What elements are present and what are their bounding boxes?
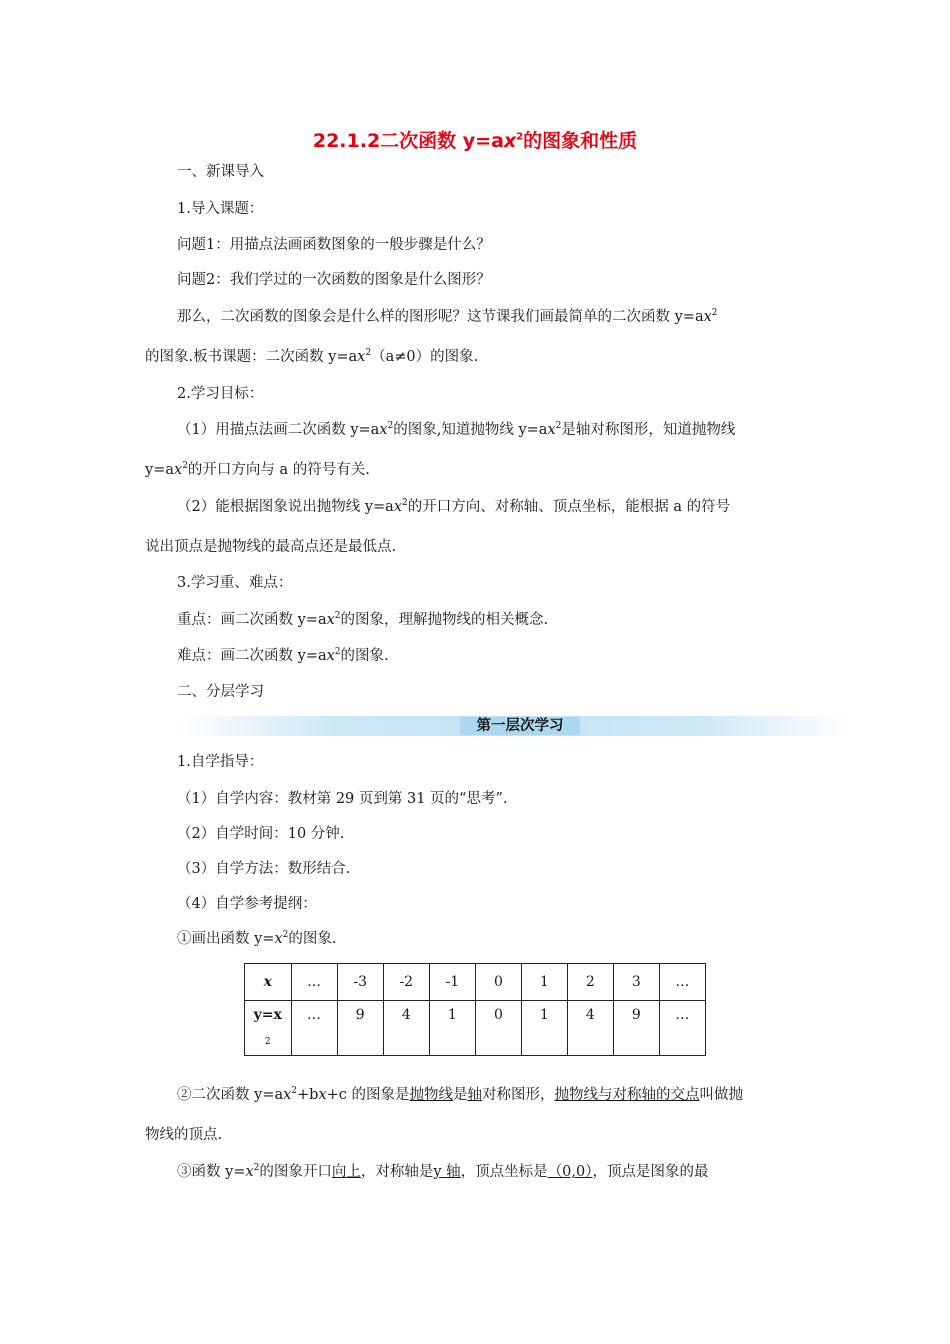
table-cell: 4 (383, 1001, 429, 1056)
table-header-cell: x (245, 964, 292, 1001)
table-cell: 4 (567, 1001, 613, 1056)
instruction-4: （4）自学参考提纲： (177, 896, 317, 912)
table-cell: 1 (521, 964, 567, 1001)
table-row (245, 1001, 706, 1056)
table-cell: 3 (613, 964, 659, 1001)
table-cell: 0 (475, 964, 521, 1001)
value-table (244, 963, 706, 1056)
question-2: 问题2：我们学过的一次函数的图象是什么图形？ (177, 272, 491, 288)
table-cell: … (291, 1001, 337, 1056)
outline-item-2: ②二次函数 $y=ax^2+bx+c$ 的图象是抛物线是轴对称图形，抛物线与对称轴的交点叫做抛 (177, 1086, 744, 1103)
table-cell: -3 (337, 964, 383, 1001)
question-1: 问题1：用描点法画函数图象的一般步骤是什么？ (177, 237, 491, 253)
table-cell: … (659, 1001, 705, 1056)
page-title: 22.1.2二次函数 $y=ax^2$的图象和性质 (312, 130, 638, 152)
instruction-2: （2）自学时间：10 分钟. (177, 826, 345, 842)
section-heading: 二、分层学习 (177, 684, 264, 700)
subsection-heading: 1.导入课题： (177, 201, 264, 217)
outline-item-1: ①画出函数 $y=x^2$的图象. (177, 930, 337, 947)
goal-2-cont: 说出顶点是抛物线的最高点还是最低点. (145, 539, 397, 555)
instruction-3: （3）自学方法：数形结合. (177, 861, 351, 877)
intro-paragraph: 那么，二次函数的图象会是什么样的图形呢？这节课我们画最简单的二次函数 $y=ax^2$ (177, 308, 718, 325)
goal-2: （2）能根据图象说出抛物线 $y=ax^2$的开口方向、对称轴、顶点坐标，能根据 a 的符号 (177, 498, 731, 515)
instruction-1: （1）自学内容：教材第 29 页到第 31 页的“思考”. (177, 791, 508, 807)
table-row (245, 964, 706, 1001)
key-point: 重点：画二次函数 $y=ax^2$的图象，理解抛物线的相关概念. (177, 611, 549, 628)
goal-1: （1）用描点法画二次函数 $y=ax^2$的图象,知道抛物线 $y=ax^2$是轴对称图形，知道抛物线 (177, 421, 736, 438)
subsection-heading: 2.学习目标： (177, 386, 264, 402)
outline-item-3: ③函数 $y=x^2$的图象开口向上，对称轴是y 轴，顶点坐标是（0,0），顶点是图象的最 (177, 1163, 709, 1180)
table-cell: 1 (521, 1001, 567, 1056)
goal-1-cont: $y=ax^2$的开口方向与 a 的符号有关. (145, 461, 370, 478)
outline-item-2-cont: 物线的顶点. (145, 1127, 223, 1143)
table-cell: -1 (429, 964, 475, 1001)
table-cell: -2 (383, 964, 429, 1001)
table-cell: 9 (613, 1001, 659, 1056)
section-heading: 一、新课导入 (177, 164, 264, 180)
table-cell: … (291, 964, 337, 1001)
table-cell: 0 (475, 1001, 521, 1056)
intro-paragraph-cont: 的图象.板书课题：二次函数 $y=ax^2(a\ne 0)$的图象. (145, 348, 479, 365)
difficult-point: 难点：画二次函数 $y=ax^2$的图象. (177, 647, 389, 664)
level-banner-label: 第一层次学习 (460, 717, 580, 735)
subsection-heading: 3.学习重、难点： (177, 575, 293, 591)
table-cell: … (659, 964, 705, 1001)
subsection-heading: 1.自学指导： (177, 754, 264, 770)
table-cell: 1 (429, 1001, 475, 1056)
table-cell: 9 (337, 1001, 383, 1056)
table-header-cell: y=x 2 (245, 1001, 292, 1056)
table-cell: 2 (567, 964, 613, 1001)
